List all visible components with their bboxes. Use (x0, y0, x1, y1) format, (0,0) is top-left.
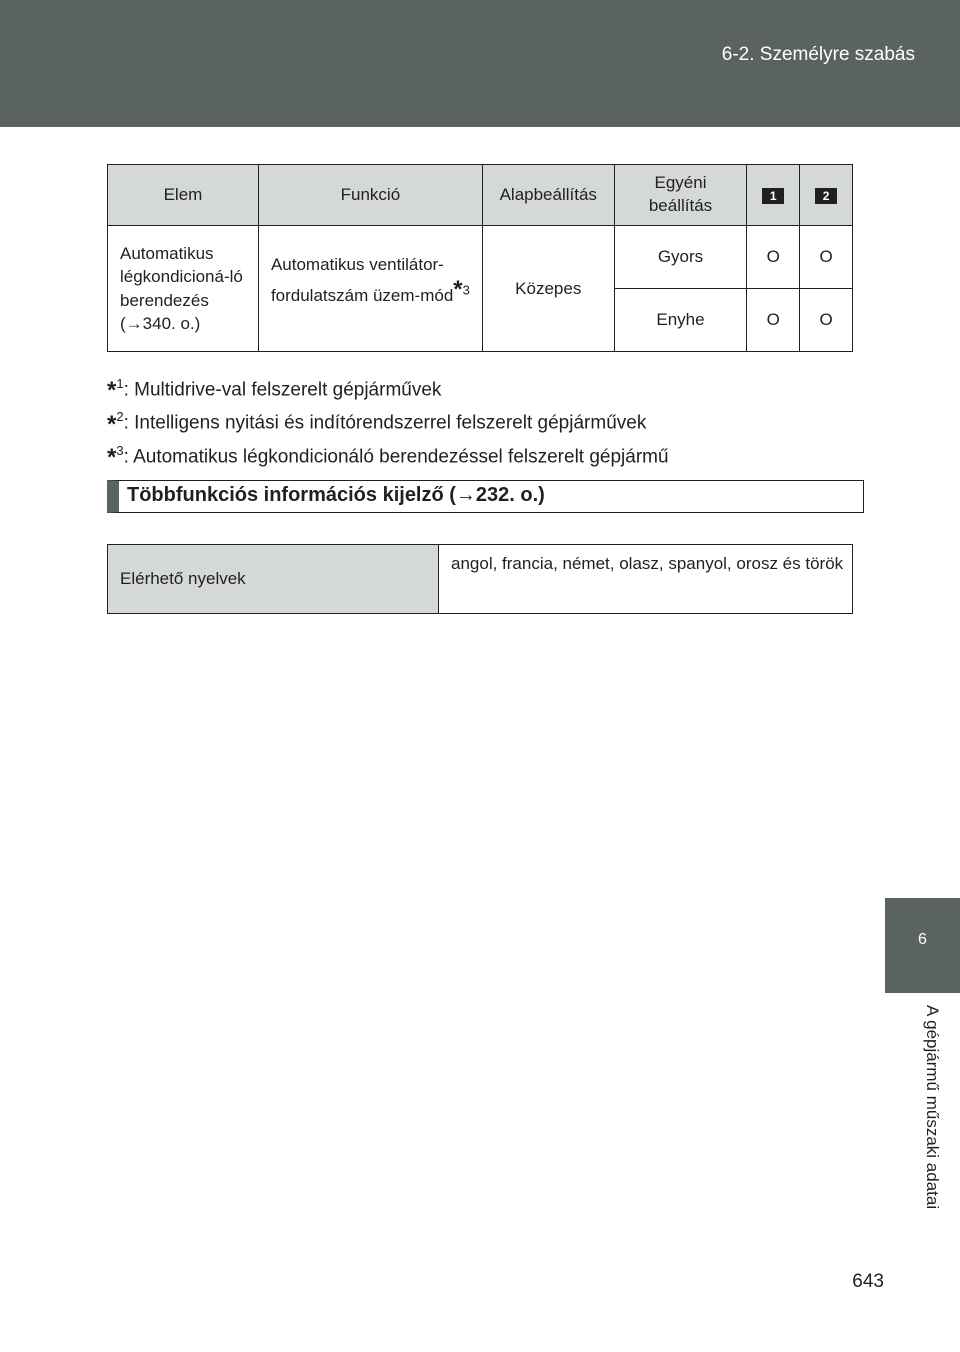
settings-table (107, 164, 853, 352)
footnote-2: *$^2$: Intelligens nyitási és indítórendszerrel felszerelt gépjárművek (107, 409, 647, 438)
section-title: 6-2. Személyre szabás (721, 44, 915, 65)
table-header-row (108, 165, 853, 226)
cell-custom: Enyhe (614, 289, 747, 352)
header-function: Funkció (258, 165, 482, 226)
option-1-badge: 1 (762, 188, 784, 204)
option-2-badge: 2 (815, 188, 837, 204)
chapter-tab (885, 898, 960, 993)
chapter-number: 6 (918, 931, 927, 948)
table-row (108, 226, 853, 289)
header-option-1 (747, 165, 800, 226)
section-heading-text: Többfunkciós információs kijelző (→232. o.) (127, 484, 545, 506)
footnotes (107, 370, 669, 470)
cell-custom: Gyors (614, 226, 747, 289)
language-label: Elérhető nyelvek (108, 545, 439, 614)
cell-function: Automatikus ventilátor-fordulatszám üzem-mód$^{*3}$ (258, 226, 482, 352)
header-option-2 (800, 165, 853, 226)
footnote-1: *$^1$: Multidrive-val felszerelt gépjárművek (107, 376, 442, 405)
language-value: angol, francia, német, olasz, spanyol, orosz és török (439, 545, 853, 614)
table-row (108, 545, 853, 614)
header-custom: Egyéni beállítás (614, 165, 747, 226)
chapter-title: A gépjármű műszaki adatai (923, 1005, 942, 1210)
cell-option-1: O (747, 289, 800, 352)
cell-option-1: O (747, 226, 800, 289)
page-number: 643 (852, 1271, 884, 1292)
cell-default: Közepes (482, 226, 614, 352)
page-header (0, 0, 960, 127)
footnote-3: *$^3$: Automatikus légkondicionáló berendezéssel felszerelt gépjármű (107, 442, 669, 471)
cell-item: Automatikus légkondicioná-ló berendezés (→340. o.) (108, 226, 259, 352)
header-default: Alapbeállítás (482, 165, 614, 226)
language-table (107, 544, 853, 614)
header-item: Elem (108, 165, 259, 226)
cell-option-2: O (800, 226, 853, 289)
cell-option-2: O (800, 289, 853, 352)
section-heading (107, 480, 864, 513)
